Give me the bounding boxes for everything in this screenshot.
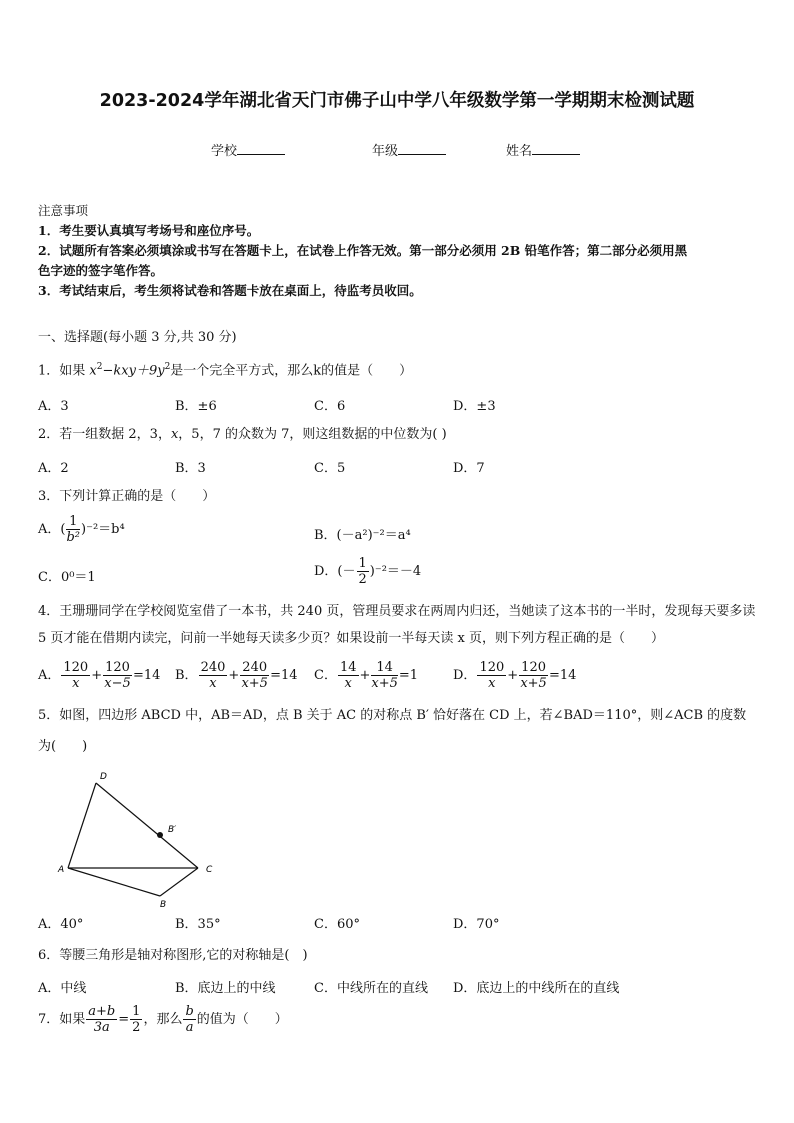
- q3-a-tail: )⁻²＝b⁴: [81, 522, 125, 537]
- q3-option-a[interactable]: [38, 514, 125, 545]
- name-blank[interactable]: [532, 142, 580, 155]
- q4-c-rhs: =1: [398, 668, 419, 683]
- name-label: 姓名: [506, 144, 533, 159]
- q7-mid: ，那么: [143, 1012, 183, 1027]
- label-c: C: [206, 865, 213, 875]
- q4-a-frac2: [103, 660, 132, 691]
- section-heading: 一、选择题(每小题 3 分,共 30 分): [38, 330, 237, 345]
- q4-option-c[interactable]: [314, 660, 418, 691]
- q4-d-frac1: [477, 660, 506, 691]
- q7-eq: =: [118, 1012, 130, 1027]
- q4-a-d1: x: [72, 676, 80, 691]
- q3-option-d[interactable]: [314, 556, 421, 587]
- q4-d-d1: x: [488, 676, 496, 691]
- exam-title: 2023-2024学年湖北省天门市佛子山中学八年级数学第一学期期末检测试题: [99, 91, 695, 111]
- q7-f3n: b: [185, 1004, 194, 1019]
- q2-option-b[interactable]: B．3: [175, 461, 206, 476]
- notice-item: 3．考试结束后，考生须将试卷和答题卡放在桌面上，待监考员收回。: [38, 283, 422, 298]
- question-2: [38, 425, 447, 445]
- name-field: [506, 140, 580, 159]
- q3-option-c[interactable]: C．0⁰＝1: [38, 570, 96, 585]
- q4-a-n1: 120: [63, 660, 89, 675]
- q4-b-d1: x: [209, 676, 217, 691]
- question-7: [38, 1004, 288, 1035]
- q2-option-c[interactable]: C．5: [314, 461, 346, 476]
- q1-suffix: 是一个完全平方式，那么k的值是（ ）: [170, 363, 413, 379]
- q7-frac1: [86, 1004, 117, 1035]
- q7-f2d: 2: [132, 1020, 141, 1035]
- q7-frac2: [130, 1004, 142, 1035]
- q4-b-frac2: [240, 660, 269, 691]
- q4-a-d2: x−5: [104, 676, 131, 691]
- notice-block: [38, 201, 758, 301]
- notice-item: 2．试题所有答案必须填涂或书写在答题卡上，在试卷上作答无效。第一部分必须用 2B 铅笔作答；第二部分必须用黑: [38, 243, 688, 258]
- q4-d-label: D．: [453, 668, 477, 683]
- q6-option-d[interactable]: D．底边上的中线所在的直线: [453, 981, 620, 996]
- question-6: 6．等腰三角形是轴对称图形,它的对称轴是( ): [38, 948, 308, 963]
- school-blank[interactable]: [237, 142, 285, 155]
- q4-d-d2: x+5: [520, 676, 547, 691]
- q1-option-c[interactable]: C．6: [314, 399, 346, 414]
- q1-prefix: 1．如果: [38, 363, 86, 379]
- q6-option-b[interactable]: B．底边上的中线: [175, 981, 276, 996]
- q4-c-d1: x: [344, 676, 352, 691]
- q4-d-frac2: [519, 660, 548, 691]
- q7-prefix: 7．如果: [38, 1012, 86, 1027]
- q3-a-label: A．(: [38, 522, 66, 537]
- notice-item: 色字迹的签字笔作答。: [38, 263, 164, 278]
- q4-option-d[interactable]: [453, 660, 576, 691]
- q4-c-op: +: [359, 668, 371, 683]
- q4-b-label: B．: [175, 668, 198, 683]
- question-1: 1．如果 $x^2-kxy+9y^2$是一个完全平方式，那么k的值是（ ）: [38, 362, 413, 379]
- q3-option-b[interactable]: B．(－a²)⁻²＝a⁴: [314, 528, 411, 543]
- q6-option-c[interactable]: C．中线所在的直线: [314, 981, 428, 996]
- q2-text-a: 2．若一组数据 2，3，: [38, 427, 171, 442]
- q4-a-label: A．: [38, 668, 61, 683]
- q7-frac3: [183, 1004, 195, 1035]
- label-b: B: [160, 900, 167, 908]
- label-d: D: [100, 772, 107, 782]
- q1-option-d[interactable]: D．±3: [453, 399, 496, 414]
- school-label: 学校: [211, 144, 238, 159]
- q7-suffix: 的值为（ ）: [196, 1012, 288, 1027]
- q4-c-n1: 14: [339, 660, 357, 675]
- q4-d-rhs: =14: [549, 668, 577, 683]
- grade-field: [372, 140, 446, 159]
- quadrilateral-figure: [56, 768, 226, 908]
- q2-var: x: [170, 427, 179, 442]
- q3-a-fraction: [66, 514, 80, 545]
- q1-expr-a: x: [89, 363, 97, 379]
- edge-ab: [68, 868, 160, 896]
- q2-option-d[interactable]: D．7: [453, 461, 485, 476]
- q4-c-d2: x+5: [371, 676, 398, 691]
- q4-a-n2: 120: [105, 660, 130, 675]
- q3-d-label: D．(－: [314, 564, 356, 579]
- q5-option-a[interactable]: A．40°: [38, 917, 84, 932]
- label-b-prime: B′: [168, 825, 177, 835]
- q3-a-num: 1: [66, 514, 80, 530]
- question-5-line2: 为( ): [38, 739, 88, 754]
- label-a: A: [58, 865, 65, 875]
- q5-option-c[interactable]: C．60°: [314, 917, 360, 932]
- edge-ad: [68, 783, 96, 868]
- point-b-prime: [157, 832, 163, 838]
- q6-option-a[interactable]: A．中线: [38, 981, 87, 996]
- q4-b-n2: 240: [242, 660, 268, 675]
- q7-f3d: a: [185, 1020, 194, 1035]
- q4-b-op: +: [228, 668, 240, 683]
- q4-c-n2: 14: [371, 660, 398, 676]
- grade-label: 年级: [372, 144, 399, 159]
- q3-d-tail: )⁻²＝－4: [369, 564, 422, 579]
- q2-text-b: ，5，7 的众数为 7，则这组数据的中位数为( ): [178, 427, 447, 442]
- notice-head: 注意事项: [38, 203, 89, 218]
- q4-c-frac1: [338, 660, 359, 691]
- edge-dc: [96, 783, 198, 868]
- q3-a-den: b²: [66, 530, 81, 545]
- q4-option-a[interactable]: [38, 660, 160, 691]
- q4-b-frac1: [199, 660, 228, 691]
- question-4: 4．王珊珊同学在学校阅览室借了一本书，共 240 页，管理员要求在两周内归还，当她读了这本书的一半时，发现每天要多读 5 页才能在借期内读完，问前一半她每天读多少页？如果设前一半每天读 x 页，则下列方程正确的是（ ）: [38, 604, 756, 646]
- q1-expr-b: −kxy＋9y: [102, 363, 165, 379]
- q4-a-frac1: [61, 660, 90, 691]
- q3-d-den: 2: [358, 572, 367, 587]
- notice-item: 1．考生要认真填写考场号和座位序号。: [38, 223, 260, 238]
- q1-option-b[interactable]: B．±6: [175, 399, 217, 414]
- q4-option-b[interactable]: [175, 660, 298, 691]
- edge-bc: [160, 868, 198, 896]
- q5-option-b[interactable]: B．35°: [175, 917, 221, 932]
- q7-f1n: a+b: [88, 1004, 116, 1019]
- q4-b-rhs: =14: [270, 668, 298, 683]
- q4-c-frac2: [371, 660, 398, 691]
- q4-a-rhs: =14: [132, 668, 161, 683]
- q4-b-d2: x+5: [241, 676, 268, 691]
- q3-d-num: 1: [358, 556, 367, 571]
- q4-d-op: +: [507, 668, 519, 683]
- question-3: 3．下列计算正确的是（ ）: [38, 489, 216, 504]
- q4-d-n1: 120: [479, 660, 505, 675]
- q3-d-fraction: [357, 556, 369, 587]
- q2-option-a[interactable]: A．2: [38, 461, 69, 476]
- q5-option-d[interactable]: D．70°: [453, 917, 500, 932]
- question-5-line1: 5．如图，四边形 ABCD 中，AB＝AD，点 B 关于 AC 的对称点 B′ 恰好落在 CD 上，若∠BAD＝110°，则∠ACB 的度数: [38, 708, 747, 723]
- q4-c-label: C．: [314, 668, 337, 683]
- grade-blank[interactable]: [398, 142, 446, 155]
- school-field: [211, 140, 285, 159]
- q7-f2n: 1: [132, 1004, 141, 1019]
- q4-b-n1: 240: [200, 660, 226, 675]
- q4-d-n2: 120: [521, 660, 546, 675]
- q1-option-a[interactable]: A．3: [38, 399, 69, 414]
- q4-a-op: +: [91, 668, 103, 683]
- q7-f1d: 3a: [93, 1020, 110, 1035]
